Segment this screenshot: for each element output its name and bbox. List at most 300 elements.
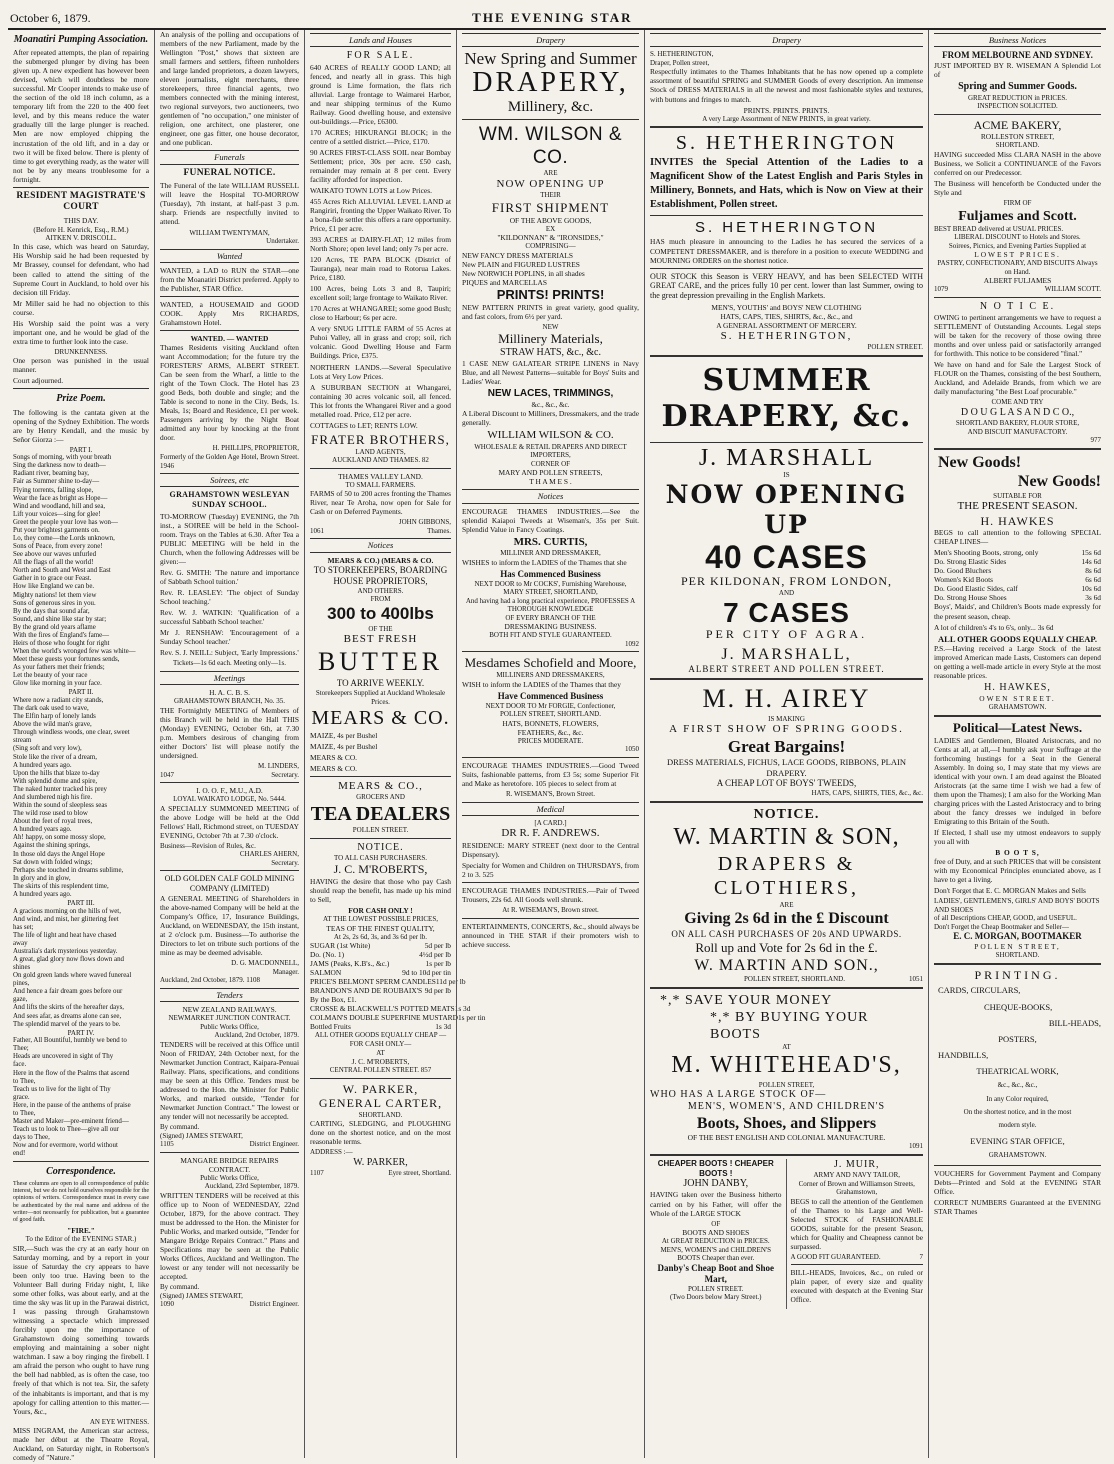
list-item: By the days that sound afar, [13, 607, 90, 615]
ship-names: "KILDONNAN" & "IRONSIDES," [497, 233, 604, 243]
danby-of: OF [711, 1219, 721, 1228]
marshall-now-opening: NOW OPENING UP [665, 479, 908, 540]
list-item: In those old days the Angel Hope [13, 850, 105, 858]
frater-subtitle: LAND AGENTS, [355, 447, 406, 456]
billheads-text: BILL-HEADS, Invoices, &c., on ruled or plain paper, of every size and quality executed with despatch at the Evening Star Office. [790, 1268, 923, 1305]
ingram-note: MISS INGRAM, the American star actress, made her début at the Theatre Royal, Auckland, on Saturday night, in Robertson's comedy of "Nature." [13, 1426, 149, 1463]
great-bargains: Great Bargains! [727, 736, 846, 756]
soiree-heading: GRAHAMSTOWN WESLEYAN SUNDAY SCHOOL. [169, 490, 290, 510]
poem-heading: Prize Poem. [56, 393, 106, 405]
list-item: On gold green lands where waved funereal [13, 972, 132, 980]
wanted-ad-1: WANTED, a LAD to RUN the STAR—one from the Moanatiri District preferred. Apply to the Publisher, STAR Office. [160, 265, 299, 293]
mens-mercery: A GENERAL ASSORTMENT OF MERCERY. [716, 320, 857, 330]
best-bread: BEST BREAD delivered at USUAL PRICES. [934, 224, 1064, 233]
schofield-commenced: Have Commenced Business [497, 690, 604, 701]
marshall-address: ALBERT STREET AND POLLEN STREET. [688, 664, 885, 675]
wilson-heading-2: WILLIAM WILSON & CO. [487, 429, 614, 442]
business-section: Business Notices [934, 33, 1101, 47]
list-item: Against the shining springs, [13, 842, 90, 850]
mangare-number: 1090 [160, 1300, 174, 1309]
list-item: Sat down with folded wings; [13, 858, 93, 866]
list-item: MAIZE, 4s per Bushel [310, 741, 378, 751]
price-value: 8s 6d [1085, 566, 1101, 576]
entertainments-text: ENTERTAINMENTS, CONCERTS, &c., should always be announced in THE STAR if their promoters wish to achieve success. [462, 921, 639, 949]
martin-notice: NOTICE. [753, 806, 820, 822]
airey-dress: DRESS MATERIALS, FICHUS, LACE GOODS, RIBBONS, PLAIN DRAPERY. [667, 757, 906, 778]
schofield-number: 1050 [625, 745, 639, 754]
prints-heading: PRINTS! PRINTS! [496, 286, 605, 302]
frater-brothers: FRATER BROTHERS, [311, 431, 450, 447]
encourage-2-signature: R. WISEMAN'S, Brown Street. [505, 790, 596, 799]
list-item: Thee; [13, 1045, 29, 1053]
price-value: 6s 6d [1085, 575, 1101, 585]
wanted-ad-3-signature-2: Formerly of the Golden Age Hotel, Brown Street. [160, 453, 300, 462]
price-value: 3s 6d [1085, 593, 1101, 603]
poem-intro: The following is the cantata given at the opening of the Sydney Exhibition. The words are by Henry Kendall, and the music by Señor Giorza :— [13, 407, 149, 444]
childrens-boots: A lot of children's 4's to 6's, only... 3s 6d [934, 622, 1054, 632]
land-listings [310, 63, 451, 430]
list-item: And sees afar, as dreams alone can see, [13, 1012, 122, 1020]
list-item: A gracious morning on the hills of wet, [13, 907, 121, 915]
marshall-and: AND [778, 588, 795, 597]
list-item: North and South and West and East [13, 567, 111, 575]
ioof-heading: I. O. O. F., M.U., A.D. [196, 786, 263, 796]
price-value: 5d per lb [424, 941, 451, 951]
list-item: to Thee, [13, 1109, 36, 1117]
andrews-heading: DR R. F. ANDREWS. [501, 827, 600, 840]
list-item: Glow like morning in your face. [13, 680, 102, 688]
lodge-business: Business—Revision of Rules, &c. [160, 841, 256, 850]
price-row [934, 593, 1101, 602]
price-item: JAMS (Peaks, K.B's., &c.) [310, 959, 390, 969]
list-item: Rev. W. J. WATKIN: 'Qualification of a successful Sabbath School teacher.' [160, 608, 299, 627]
who-has: WHO HAS A LARGE STOCK OF— [650, 1089, 827, 1101]
whitehead-heading: M. WHITEHEAD'S, [671, 1052, 902, 1079]
goods-item-1: NEW FANCY DRESS MATERIALS [462, 250, 573, 260]
price-row [310, 995, 451, 1004]
melbourne-heading: FROM MELBOURNE AND SYDNEY. [942, 50, 1093, 61]
liberal-discount-2: LIBERAL DISCOUNT to Hotels and Stores. [954, 233, 1081, 242]
wanted-ad-3: Thames Residents visiting Auckland often want Accommodation; for the future try the FORESTERS' ARMS, ALBERT STREET. Can be seen from the Wharf, a little to the right of the Town Clock. The Hotel has 23 good Beds, both double and single; and the Table is second to none in the City. Beds, 1s. Meals, 1s; Board and Residence, £1 per week. Passengers arriving by the Night Boat admitted any hour by knocking at the front door. [160, 343, 299, 443]
meetings-section: Meetings [160, 671, 299, 685]
danby-reduction: At GREAT REDUCTION in PRICES. [661, 1237, 770, 1246]
column-3 [304, 30, 486, 1458]
list-item: A very SNUG LITTLE FARM of 55 Acres at Puhoi Valley, all in grass and crop; soil, rich volcanic. Good Dwelling House and Farm Buildings. Price, £375. [310, 324, 451, 361]
list-item: Within the sound of sleepless seas [13, 802, 108, 810]
list-item: Teach us to look to Thee—give all our [13, 1126, 119, 1134]
hacb-text: THE Fortnightly MEETING of Members of this Branch will be held in the Hall THIS (Monday) EVENING, October 6th, at 7.30 p.m. Members desirous of changing from either Doctors' list will please notify the undersigned. [160, 705, 299, 761]
list-item: 120 Acres, TE PAPA BLOCK (District of Tauranga), near main road to Rotorua Lakes. Price, £180. [310, 255, 451, 283]
golden-calf-signature-2: Manager. [272, 967, 299, 976]
list-item: Heads are uncovered in sight of Thy [13, 1053, 114, 1061]
funerals-section: Funerals [160, 150, 299, 164]
danby-heading: CHEAPER BOOTS ! CHEAPER BOOTS ! [657, 1158, 774, 1178]
list-item: 393 ACRES at DAIRY-FLAT; 12 miles from North Shore; open level land; only 7s per acre. [310, 235, 451, 254]
morgan-shortland: SHORTLAND. [995, 951, 1040, 960]
now-opening: NOW OPENING UP [496, 177, 605, 190]
lodge-heading: LOYAL WAIKATO LODGE, No. 5444. [173, 795, 286, 804]
golden-calf-signature: D. G. MACDONNELL, [231, 959, 299, 968]
city-of-agra: PER CITY OF AGRA. [705, 626, 868, 641]
price-row [934, 584, 1101, 593]
fire-signature: AN EYE WITNESS. [89, 1417, 149, 1426]
funeral-heading: FUNERAL NOTICE. [183, 167, 276, 178]
list-item: Mighty nations! let them view [13, 591, 97, 599]
list-item: Greet the people your love has won— [13, 518, 118, 526]
acme-shortland: SHORTLAND. [995, 141, 1040, 150]
list-item: Perhaps she touched in dreams sublime, [13, 866, 124, 874]
boys-boots: Boys', Maids', and Children's Boots made expressly for the present season, cheap. [934, 602, 1101, 621]
soirees-supplied: Soirees, Picnics, and Evening Parties Supplied at [948, 241, 1087, 250]
airey-making: IS MAKING [768, 714, 805, 723]
newspaper-title: THE EVENING STAR [472, 10, 633, 25]
laces-sub: &c., &c., &c. [531, 400, 570, 409]
danby-address: POLLEN STREET. [688, 1284, 744, 1293]
list-item: 170 ACRES; HIKURANGI BLOCK; in the centre of a settled district.—Price, £170. [310, 127, 451, 146]
corner-of: CORNER OF [530, 459, 571, 468]
price-item: SUGAR (1st White) [310, 941, 371, 951]
andrews-text: RESIDENCE: MARY STREET (next door to the Central Dispensary). [462, 840, 639, 859]
drunk-text: One person was punished in the usual manner. [13, 356, 149, 375]
soiree-tickets: Tickets—1s 6d each. Meeting only—1s. [173, 659, 286, 668]
price-row [310, 977, 466, 987]
price-row [934, 548, 1101, 557]
column-2 [154, 30, 304, 1458]
price-item: CROSSE & BLACKWELL'S POTTED MEATS [310, 1004, 455, 1014]
price-row [934, 566, 1101, 575]
soiree-text: TO-MORROW (Tuesday) EVENING, the 7th inst., a SOIREE will be held in the School-room. Trays on the Tables at 6.30. After Tea a PUBLIC MEETING will be held in the Church, when the following Addresses will be given:— [160, 511, 299, 567]
soirees-section: Soirees, etc [160, 473, 299, 487]
schofield-sub: MILLINERS AND DRESSMAKERS, [496, 671, 605, 680]
court-heading: RESIDENT MAGISTRATE'S COURT [16, 190, 146, 213]
soiree-items [160, 568, 299, 657]
for-sale-heading: FOR SALE. [346, 50, 415, 62]
price-list [310, 941, 486, 1032]
acme-text: HAVING succeeded Miss CLARA NASH in the above Business, we Solicit a CONTINUANCE of the Favors conferred on our Predecessor. [934, 149, 1101, 177]
straw-hats: STRAW HATS, &c., &c. [500, 347, 601, 359]
roberts-heading: J. C. M'ROBERTS, [333, 862, 428, 877]
price-item: By the Box, £1. [310, 995, 357, 1005]
roberts-text: HAVING the desire that those who pay Cash should reap the benefit, has made up his mind to Sell, [310, 876, 451, 904]
list-item: About the feet of royal trees, [13, 818, 93, 826]
printing-cards: CARDS, CIRCULARS, [938, 985, 1021, 996]
schofield-next: NEXT DOOR TO Mr FORGIE, Confectioner, [485, 701, 616, 710]
stock-text: OUR STOCK this Season is VERY HEAVY, and has been SELECTED WITH GREAT CARE, and the prices fully 10 per cent. lower than last Summer, owing to the great depression prevailing in the English Markets. [650, 271, 923, 301]
price-value: 1s 3d [454, 1004, 471, 1014]
price-value: 10s 6d [1081, 584, 1101, 594]
price-row [934, 575, 1101, 584]
airey-heading: M. H. AIREY [702, 684, 871, 714]
price-item: Women's Kid Boots [934, 575, 994, 585]
price-value: 9d per lb [424, 986, 451, 996]
medical-section: Medical [462, 802, 639, 816]
poem-lines-3 [13, 908, 149, 1029]
list-item: Radiant river, beaming bay, [13, 470, 90, 478]
price-row [310, 968, 451, 977]
cash-only: FOR CASH ONLY ! [348, 906, 413, 915]
political-text-3: free of Duty, and at such PRICES that will be consistent with my Economical Principles enunciated above, as I have to get a living. [934, 857, 1101, 885]
list-item: Here in the flow of the Psalms that ascend [13, 1069, 130, 1077]
political-heading: Political—Latest News. [952, 719, 1083, 735]
poem-part-3: PART III. [67, 898, 95, 907]
wanted-ad-2: WANTED, a HOUSEMAID and GOOD COOK. Apply Mrs RICHARDS, Grahamstown Hotel. [160, 300, 299, 328]
martin-are: ARE [779, 900, 794, 909]
mary-pollen: MARY AND POLLEN STREETS, [498, 468, 603, 478]
list-item: gaze, [13, 996, 28, 1004]
danby-mart: Danby's Cheap Boot and Shoe Mart, [657, 1262, 775, 1284]
parker-address: Eyre street, Shortland. [388, 1169, 451, 1178]
galatea-case: 1 CASE NEW GALATEAR STRIPE LINENS in Navy Blue, and all Newest Patterns—suitable for Boys' Suits and Ladies' Wear. [462, 359, 639, 387]
wanted-ad-3-title: WANTED. — WANTED [190, 334, 269, 344]
list-item: When the world's wronged few was white— [13, 648, 136, 656]
fire-to: To the Editor of the EVENING STAR.) [25, 1235, 137, 1244]
parker-number: 1107 [310, 1169, 324, 1178]
price-value: 1s per lb [425, 959, 451, 969]
list-item: 170 Acres at WHANGAREI; some good Bush; close to Harbour; 6s per acre. [310, 304, 451, 323]
railways-heading: NEW ZEALAND RAILWAYS. [182, 1005, 277, 1015]
price-item: Men's Shooting Boots, strong, only [934, 548, 1039, 558]
prints-triple: PRINTS. PRINTS. PRINTS. [743, 105, 830, 115]
morgan-line: Don't Forget that E. C. MORGAN Makes and Sells [934, 886, 1086, 896]
hacb-heading: H. A. C. B. S. [209, 688, 250, 698]
whitehead-pollen: POLLEN STREET, [758, 1080, 815, 1089]
list-item: The Elfin harp of lonely lands [13, 713, 96, 721]
drapery-big: DRAPERY, [472, 67, 629, 99]
list-item: 640 ACRES of REALLY GOOD LAND; all fenced, and nearly all in grass. This high ground is Lime formation, the flats rich alluvial. Large frontage to Waimarei Harbor, and near shipping terminus of the Kumo Railway. Good dwelling house, and extensive out-buildings.—Price, £6300. [310, 62, 451, 126]
list-item: As your fathers met their friends; [13, 664, 105, 672]
hacb-signature-2: Secretary. [271, 770, 299, 779]
liberal-discount: A Liberal Discount to Milliners, Dressmakers, and the trade generally. [462, 409, 639, 428]
rolleston: ROLLESTON STREET, [980, 132, 1055, 142]
thames-valley-place: Thames. [427, 526, 451, 535]
list-item: And wind, and mist, her glittering feet [13, 915, 119, 923]
encourage-2: ENCOURAGE THAMES INDUSTRIES.—Good Tweed Suits, fashionable patterns, from £3 5s; some Superior Fit and Make as heretofore. 105 pieces to select from at [462, 760, 639, 789]
list-item: A hundred years ago. [13, 890, 72, 898]
mears-grocers: MEARS & CO., [338, 779, 423, 792]
masthead [8, 6, 1106, 30]
notice-text: OWING to pertinent arrangements we have to request a SETTLEMENT of Outstanding Accounts. Legal steps will be taken for the recovery of those owing three months and over unless paid or satisfactorily arranged for forthwith. This notice to be considered "final." [934, 313, 1101, 359]
mears-big: MEARS & CO. [311, 707, 450, 730]
list-item: Rev. S. J. NEILL: Subject, 'Early Impressions.' [160, 648, 299, 658]
curtis-dressmaking: DRESSMAKING BUSINESS. [504, 622, 597, 632]
wanted-ad-3-number: 1946 [160, 461, 174, 470]
tea-dealers: TEA DEALERS [310, 802, 451, 825]
list-item: And slumbered nigh his fire. [13, 793, 93, 801]
list-item: All the flags of all the world! [13, 559, 94, 567]
railways-subheading: NEWMARKET JUNCTION CONTRACT. [168, 1014, 291, 1023]
list-item: Flying torrents, falling slope, [13, 486, 94, 494]
curtis-branch: OF EVERY BRANCH OF THE [505, 613, 596, 622]
lowest-prices-2: LOWEST PRICES. [974, 250, 1061, 260]
list-item: WAIKATO TOWN LOTS at Low Prices. [310, 185, 432, 195]
curtis-text: WISHES to inform the LADIES of the Thames that she [462, 557, 627, 567]
marshall-is: IS [783, 471, 790, 480]
spring-summer-goods: Spring and Summer Goods. [958, 81, 1077, 93]
list-item: Now and for evermore, world without [13, 1142, 118, 1150]
hetherington-invites: INVITES the Special Attention of the Ladies to a Magnificent Show of the Latest English and Paris Styles in Millinery, Bonnets, and Hats, which is Now on View at their Establishment, Pollen street. [650, 156, 923, 211]
wanted-section: Wanted [160, 249, 299, 263]
mangare-office: Public Works Office, [200, 1173, 259, 1182]
mears-header: MEARS & CO.) (MEARS & CO. [327, 555, 434, 565]
muir-corner: Corner of Brown and Williamson Streets, Grahamstown, [798, 1179, 915, 1197]
all-other-goods: ALL OTHER GOODS EQUALLY CHEAP —FOR CASH ONLY— [314, 1031, 447, 1048]
goods-item-4: PIQUES and MARCELLAS [462, 277, 547, 287]
best-english: OF THE BEST ENGLISH AND COLONIAL MANUFACTURE. [687, 1133, 886, 1143]
printing-handbills: HANDBILLS, [938, 1050, 989, 1061]
mangare-command: By command. [160, 1283, 200, 1291]
ps-text: P.S.—Having received a Large Stock of the latest improved American made Lasts, Customers can depend on getting a well-made article in every Style at the most reasonable prices. [934, 643, 1101, 681]
encourage-3: ENCOURAGE THAMES INDUSTRIES.—Pair of Tweed Trousers, 22s 6d. All Goods well shrunk. [462, 886, 639, 905]
fire-letter: SIR,—Such was the cry at an early hour on Saturday morning, and by a report in your issue of Saturday the cry appears to have been only too true. Having been to the Volunteer Ball during Friday night, I, like some other folks, was about early, and at the time the sky was lit up in the Parawai district, I was passing through Grahamstown witnessing a spectacle which impressed forcibly upon me the importance of Grahamstown doing something towards employing and maintaining a sober night watchman. I saw a boy ringing the firebell. I am afraid the person who ought to have rung the bell had nabbled, as is often the case, too freely of that which is not tea. Sir, the safety of the inhabitants is important, and that is my apology for calling attention to this matter.—Yours, &c., [13, 1244, 149, 1416]
price-row [310, 986, 451, 995]
lowest-prices: AT THE LOWEST POSSIBLE PRICES, [323, 915, 438, 924]
wiseman-imported: JUST IMPORTED BY R. WISEMAN A Splendid Lot of [934, 61, 1101, 80]
hetherington-heading-3: S. HETHERINGTON, [720, 329, 853, 342]
list-item: Here, in the pause of the anthems of praise [13, 1101, 131, 1109]
notice-heading-2: N O T I C E. [979, 300, 1056, 312]
biscuit-manufactory: AND BISCUIT MANUFACTORY. [967, 427, 1068, 436]
list-item: Wear the face as bright as Hope— [13, 494, 108, 502]
price-item: Do. Good Elastic Sides, calf [934, 584, 1018, 594]
encourage-3-signature: At R. WISEMAN'S, Brown street. [502, 906, 599, 915]
muir-name: J. MUIR, [833, 1158, 880, 1170]
heth-small-draper: Draper, Pollen street, [650, 58, 710, 67]
muir-sub: ARMY AND NAVY TAILOR, [813, 1170, 901, 1179]
pastry: PASTRY, CONFECTIONARY, AND BISCUITS Always on Hand. [937, 259, 1098, 276]
list-item: The wild rose used to blow [13, 810, 88, 818]
list-item: And hence a fair dream goes before our [13, 988, 123, 996]
list-item: How like England we can be. [13, 583, 95, 591]
great-reduction: GREAT REDUCTION in PRICES. [967, 93, 1068, 102]
fuljames-scott: Fuljames and Scott. [958, 208, 1077, 224]
lands-section: Lands and Houses [310, 33, 451, 47]
drapery-section-2: Drapery [650, 33, 923, 47]
firm-of: FIRM OF [1003, 198, 1032, 207]
cash-purchasers: TO ALL CASH PURCHASERS. [334, 853, 427, 862]
thames-valley-heading: THAMES VALLEY LAND. [338, 471, 423, 481]
list-item: Put your brightest garments on. [13, 526, 100, 534]
muir-fit: A GOOD FIT GUARANTEED. [790, 1252, 881, 1261]
danby-address-2: (Two Doors below Mary Street.) [670, 1293, 762, 1302]
buying-boots: *,* BY BUYING YOUR BOOTS [710, 1009, 869, 1042]
parker-name-2: W. PARKER, [353, 1157, 408, 1168]
card-label: [A CARD.] [534, 818, 567, 827]
airey-hats: HATS, CAPS, SHIRTS, TIES, &c., &c. [811, 789, 923, 798]
schofield-text: WISH to inform the LADIES of the Thames that they [462, 679, 621, 689]
schofield-pollen: POLLEN STREET, SHORTLAND. [500, 710, 601, 719]
airey-cheap-lot: A CHEAP LOT OF BOYS' TWEEDS, [716, 778, 857, 789]
present-season: THE PRESENT SEASON. [957, 500, 1078, 513]
morgan-heading: E. C. MORGAN, BOOTMAKER [953, 931, 1082, 942]
maize-lines [310, 731, 451, 773]
martin-giving: Giving 2s 6d in the £ Discount [684, 910, 889, 928]
schofield-prices: PRICES MODERATE. [517, 736, 584, 745]
hetherington-heading-2: S. HETHERINGTON [694, 219, 879, 237]
signature-scott: WILLIAM SCOTT. [1044, 285, 1101, 294]
printing-modern: modern style. [998, 1121, 1037, 1130]
list-item: Teach us to live for the light of Thy [13, 1085, 111, 1093]
list-item: MAIZE, 4s per Bushel [310, 730, 378, 740]
martin-heading-2: W. MARTIN AND SON., [694, 956, 879, 974]
railways-number: 1105 [160, 1140, 174, 1149]
list-item: face. [13, 1061, 27, 1069]
schofield-hats: HATS, BONNETS, FLOWERS, [502, 718, 599, 728]
list-item: NORTHERN LANDS.—Several Speculative Lots at Very Low Prices. [310, 362, 451, 381]
laces-heading: NEW LACES, TRIMMINGS, [487, 388, 614, 400]
mears-of: OF THE [368, 624, 393, 633]
golden-calf-date: Auckland, 2nd October, 1879. 1108 [160, 976, 260, 985]
goods-item-3: New NORWICH POPLINS, in all shades [462, 268, 585, 278]
danby-ad [650, 1159, 787, 1309]
price-row [310, 1022, 451, 1031]
list-item: Australia's dark mysterious yesterday. [13, 947, 118, 955]
court-case: AITKEN V. DRISCOLL. [45, 233, 117, 242]
printing-shortest: On the shortest notice, and in the most [963, 1107, 1072, 1116]
list-item: A great, glad glory now flows down and [13, 955, 124, 963]
curtis-number: 1092 [625, 639, 639, 648]
price-value: 4½d per lb [419, 950, 451, 960]
price-value: 1s per tin [457, 1013, 486, 1023]
heth-text: Respectfully intimates to the Thames Inhabitants that he has now opened up a complete assortment of beautiful SPRING and SUMMER Goods of every description. An immense Stock of DRESS MATERIALS in all the newest and most fashionable styles and textures, with buttons and fringes to match. [650, 67, 923, 104]
martin-number: 1051 [908, 975, 923, 984]
roberts-name-2: J. C. M'ROBERTS, [351, 1057, 410, 1067]
list-item: Lo, they come—the Lords unknown, [13, 535, 115, 542]
list-item: Sons of generous sires in you. [13, 599, 96, 607]
mears-and: AND OTHERS. [357, 586, 404, 595]
list-item: MEARS & CO. [310, 763, 358, 773]
mangare-signature-2: District Engineer. [249, 1300, 299, 1309]
poem-lines-2 [13, 697, 149, 899]
list-item: MEARS & CO. [310, 752, 358, 762]
list-item: 455 Acres Rich ALLUVIAL LEVEL LAND at Rangiriri, fronting the Upper Waikato River. To a bona-fide settler this offers a rare opportunity. Price, £1 per acre. [310, 196, 451, 234]
carter-place: SHORTLAND. [358, 1110, 403, 1119]
printing-list [934, 982, 1101, 1161]
printing-cheque: CHEQUE-BOOKS, [984, 1001, 1053, 1012]
muir-text: BEGS to call the attention of the Gentlemen of the Thames to his Large and Well-Selected STOCK of FASHIONABLE GOODS, suitable for the present Season, which for Quality and Cheapness cannot be surpassed. [790, 1196, 923, 1251]
court-day: THIS DAY. [63, 215, 99, 225]
golden-calf-heading: OLD GOLDEN CALF GOLD MINING COMPANY (LIMITED) [164, 874, 295, 894]
issue-date: October 6, 1879. [10, 11, 91, 25]
list-item: Rev. R. LEASLEY: 'The object of Sunday School teaching.' [160, 588, 299, 607]
hacb-number: 1047 [160, 770, 174, 779]
list-item: Where now a radiant city stands, [13, 697, 104, 705]
price-value: 14s 6d [1081, 557, 1101, 567]
railways-command: By command. [160, 1122, 200, 1131]
douglas-heading: D O U G L A S A N D C O., [960, 406, 1075, 418]
list-item: grace. [13, 1093, 30, 1101]
price-item: BRANDON'S AND DE ROUBAIX'S [310, 986, 423, 996]
wilson-their: THEIR [540, 191, 561, 200]
price-item: SALMON [310, 968, 342, 978]
correct-numbers: CORRECT NUMBERS Guaranteed at the EVENING STAR Thames [934, 1198, 1101, 1217]
mears-lbs: 300 to 400lbs [327, 603, 434, 623]
list-item: The dark oak used to wave, [13, 705, 89, 713]
acme-text-2: The Business will henceforth be Conducted under the Style and [934, 178, 1101, 197]
list-item: Gather in to grace our Feast. [13, 575, 92, 583]
list-item: Sons of Peace, from every zone! [13, 543, 103, 551]
schofield-feathers: FEATHERS, &c., &c. [517, 727, 584, 737]
court-text-3: His Worship said the point was a very important one, and he would be glad of the extra time to further look into the case. [13, 318, 149, 346]
list-item: stream [13, 737, 32, 745]
list-item: Let the beauty of your race [13, 672, 88, 680]
shortland-bakery: SHORTLAND BAKERY, FLOUR STORE, [955, 419, 1080, 428]
price-row [310, 1004, 471, 1014]
mwc: MEN'S, WOMEN'S, AND CHILDREN'S [687, 1101, 886, 1113]
martin-address: POLLEN STREET, SHORTLAND. [744, 975, 845, 984]
list-item: Songs of morning, with your breath [13, 454, 112, 462]
carting-text: CARTING, SLEDGING, and PLOUGHING done on the shortest notice, and on the most reasonable terms. [310, 1119, 451, 1147]
price-value: 1s 3d [435, 1022, 451, 1032]
